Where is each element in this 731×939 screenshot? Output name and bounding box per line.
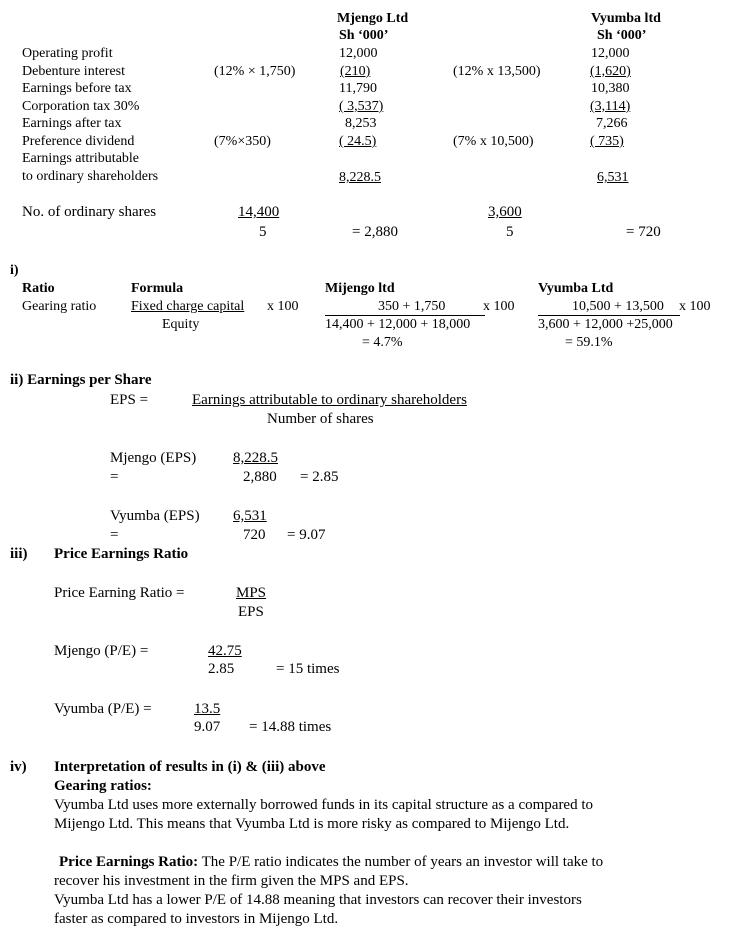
formula-multiplier: x 100 xyxy=(267,299,299,314)
eps-label: EPS = xyxy=(110,392,149,408)
vyumba-value: 7,266 xyxy=(596,116,628,131)
vyumba-gearing-mult: x 100 xyxy=(679,299,711,314)
vyumba-eps-label: Vyumba (EPS) xyxy=(110,508,200,524)
vyumba-units: Sh ‘000’ xyxy=(597,28,647,43)
vyumba-eps-num: 6,531 xyxy=(233,508,267,524)
pe-label: Price Earning Ratio = xyxy=(54,585,185,601)
formula-denominator: Equity xyxy=(162,317,200,332)
mjengo-shares-den: 5 xyxy=(259,224,267,240)
col-header-formula: Formula xyxy=(131,281,184,296)
vyumba-pe-den: 9.07 xyxy=(194,719,221,735)
ratio-name: Gearing ratio xyxy=(22,299,97,314)
pe-numerator: MPS xyxy=(236,585,267,601)
shares-label: No. of ordinary shares xyxy=(22,204,157,220)
mjengo-value: 11,790 xyxy=(339,81,377,96)
vyumba-pe-num: 13.5 xyxy=(194,701,221,717)
vyumba-pe-label: Vyumba (P/E) = xyxy=(54,701,152,717)
pe-text-line: faster as compared to investors in Mijengo Ltd. xyxy=(54,911,339,927)
section-marker-iv: iv) xyxy=(10,759,27,775)
mjengo-total: 8,228.5 xyxy=(339,170,381,185)
mjengo-shares-result: = 2,880 xyxy=(352,224,398,240)
vyumba-pe-result: = 14.88 times xyxy=(249,719,332,735)
vyumba-calc: (12% x 13,500) xyxy=(453,64,541,79)
vyumba-shares-result: = 720 xyxy=(626,224,661,240)
vyumba-eps-eq: = xyxy=(110,527,119,543)
mjengo-value: 12,000 xyxy=(339,46,378,61)
col-header-vyumba: Vyumba Ltd xyxy=(538,281,614,296)
vyumba-value: 10,380 xyxy=(591,81,630,96)
mjengo-header: Mjengo Ltd xyxy=(337,11,409,26)
pe-paragraph-line xyxy=(59,855,603,870)
mjengo-pe-result: = 15 times xyxy=(276,661,340,677)
pe-text-line: Vyumba Ltd has a lower P/E of 14.88 meaning that investors can recover their investors xyxy=(54,892,582,908)
gearing-heading: Gearing ratios: xyxy=(54,778,152,794)
eps-numerator: Earnings attributable to ordinary shareholders xyxy=(192,392,467,408)
vyumba-gearing-result: = 59.1% xyxy=(565,335,613,350)
row-label: to ordinary shareholders xyxy=(22,169,159,184)
mjengo-eps-num: 8,228.5 xyxy=(233,450,278,466)
eps-denominator: Number of shares xyxy=(267,411,374,427)
mijengo-gearing-num: 350 + 1,750 xyxy=(378,299,446,314)
mjengo-eps-label: Mjengo (EPS) xyxy=(110,450,197,466)
col-header-mijengo: Mijengo ltd xyxy=(325,281,395,296)
pe-title: Price Earnings Ratio xyxy=(54,546,189,562)
row-label: Earnings attributable xyxy=(22,151,140,166)
mjengo-shares-num: 14,400 xyxy=(238,204,280,220)
mijengo-gearing-result: = 4.7% xyxy=(362,335,403,350)
mjengo-value: ( 24.5) xyxy=(339,134,377,149)
mijengo-fraction-line xyxy=(325,315,485,316)
row-label: Earnings before tax xyxy=(22,81,132,96)
gearing-text-line: Mijengo Ltd. This means that Vyumba Ltd is more risky as compared to Mijengo Ltd. xyxy=(54,816,570,832)
gearing-text-line: Vyumba Ltd uses more externally borrowed funds in its capital structure as a compared to xyxy=(54,797,594,813)
vyumba-eps-result: = 9.07 xyxy=(287,527,326,543)
row-label: Operating profit xyxy=(22,46,113,61)
vyumba-eps-den: 720 xyxy=(243,527,266,543)
mjengo-eps-result: = 2.85 xyxy=(300,469,339,485)
row-label: Earnings after tax xyxy=(22,116,122,131)
vyumba-value: ( 735) xyxy=(590,134,624,149)
mjengo-pe-den: 2.85 xyxy=(208,661,235,677)
eps-title: ii) Earnings per Share xyxy=(10,372,152,388)
vyumba-shares-num: 3,600 xyxy=(488,204,522,220)
formula-numerator: Fixed charge capital xyxy=(131,299,245,314)
row-label: Preference dividend xyxy=(22,134,135,149)
mjengo-value: 8,253 xyxy=(345,116,377,131)
interpretation-title: Interpretation of results in (i) & (iii) above xyxy=(54,759,326,775)
mijengo-gearing-mult: x 100 xyxy=(483,299,515,314)
vyumba-value: 12,000 xyxy=(591,46,630,61)
pe-text-line: recover his investment in the firm given the MPS and EPS. xyxy=(54,873,409,889)
section-marker-i: i) xyxy=(10,263,19,278)
mjengo-value: (210) xyxy=(340,64,371,79)
mjengo-pe-label: Mjengo (P/E) = xyxy=(54,643,149,659)
vyumba-value: (1,620) xyxy=(590,64,631,79)
vyumba-value: (3,114) xyxy=(590,99,631,114)
pe-denominator: EPS xyxy=(238,604,264,620)
vyumba-header: Vyumba ltd xyxy=(591,11,661,26)
vyumba-fraction-line xyxy=(538,315,680,316)
vyumba-gearing-den: 3,600 + 12,000 +25,000 xyxy=(538,317,673,332)
pe-heading: Price Earnings Ratio: xyxy=(59,854,199,870)
section-marker-iii: iii) xyxy=(10,546,28,562)
mjengo-eps-den: 2,880 xyxy=(243,469,277,485)
vyumba-total: 6,531 xyxy=(597,170,629,185)
row-label: Debenture interest xyxy=(22,64,126,79)
col-header-ratio: Ratio xyxy=(22,281,55,296)
mjengo-pe-num: 42.75 xyxy=(208,643,242,659)
row-label: Corporation tax 30% xyxy=(22,99,140,114)
vyumba-gearing-num: 10,500 + 13,500 xyxy=(572,299,664,314)
vyumba-calc: (7% x 10,500) xyxy=(453,134,534,149)
vyumba-shares-den: 5 xyxy=(506,224,514,240)
mijengo-gearing-den: 14,400 + 12,000 + 18,000 xyxy=(325,317,471,332)
mjengo-calc: (7%×350) xyxy=(214,134,271,149)
mjengo-calc: (12% × 1,750) xyxy=(214,64,296,79)
mjengo-units: Sh ‘000’ xyxy=(339,28,389,43)
mjengo-value: ( 3,537) xyxy=(339,99,384,114)
mjengo-eps-eq: = xyxy=(110,469,119,485)
pe-text-first: The P/E ratio indicates the number of years an investor will take to xyxy=(198,854,604,870)
